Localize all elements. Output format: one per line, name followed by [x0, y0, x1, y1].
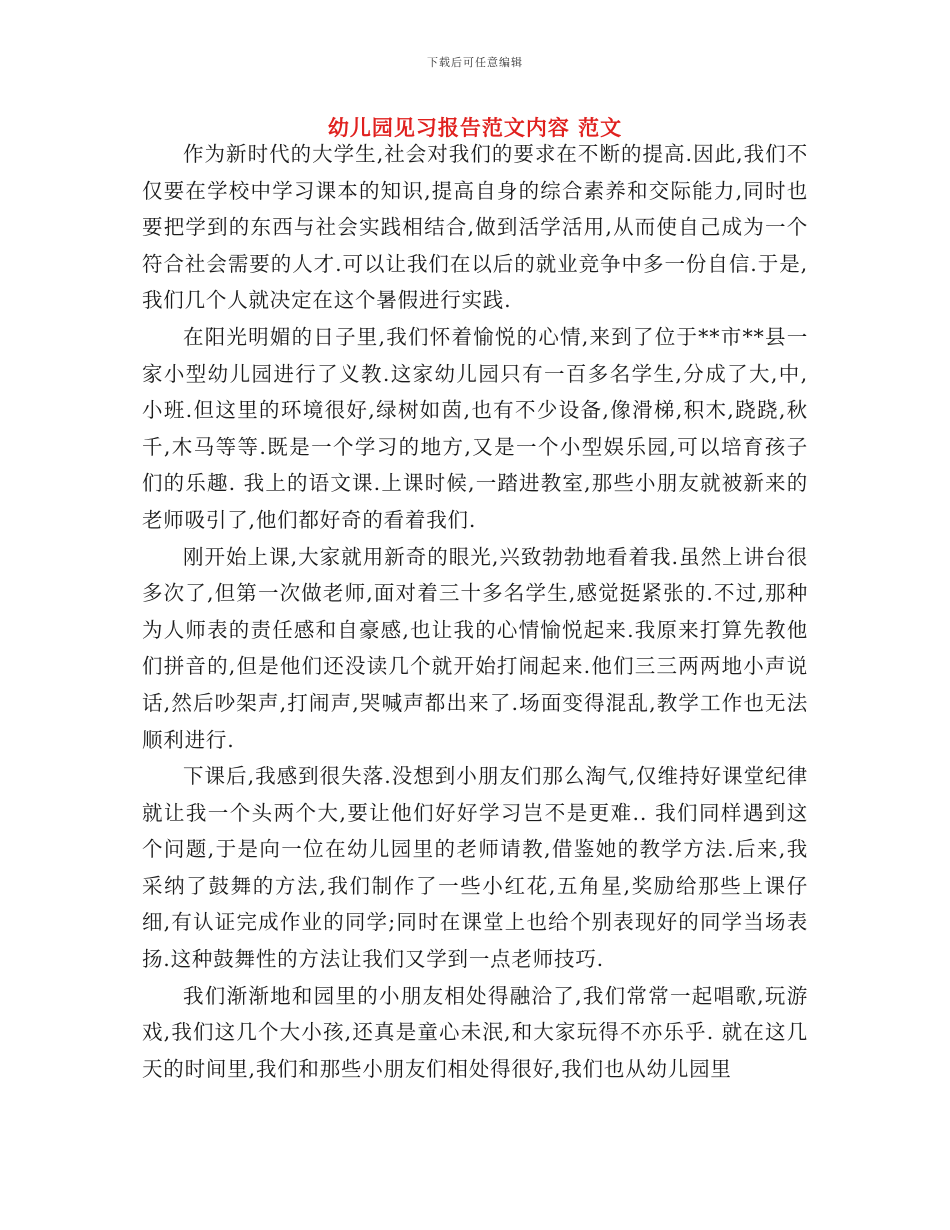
paragraph-4: 下课后,我感到很失落.没想到小朋友们那么淘气,仅维持好课堂纪律就让我一个头两个大,要让他们好好学习岂不是更难.. 我们同样遇到这个问题,于是向一位在幼儿园里的老师请教,借鉴她的教学方法.后来,我采纳了鼓舞的方法,我们制作了一些小红花,五角星,奖励给那些上课仔细,有认证完成作业的同学;同时在课堂上也给个别表现好的同学当场表扬.这种鼓舞性的方法让我们又学到一点老师技巧. — [142, 764, 808, 972]
page-header-note: 下载后可任意编辑 — [427, 56, 523, 69]
paragraph-1: 作为新时代的大学生,社会对我们的要求在不断的提高.因此,我们不仅要在学校中学习课本的知识,提高自身的综合素养和交际能力,同时也要把学到的东西与社会实践相结合,做到活学活用,从而使自己成为一个符合社会需要的人才.可以让我们在以后的就业竞争中多一份自信.于是,我们几个人就决定在这个暑假进行实践. — [142, 142, 808, 313]
paragraph-5: 我们渐渐地和园里的小朋友相处得融洽了,我们常常一起唱歌,玩游戏,我们这几个大小孩,还真是童心未泯,和大家玩得不亦乐乎. 就在这几天的时间里,我们和那些小朋友们相处得很好,我们也从幼儿园里 — [142, 983, 808, 1081]
paragraph-2: 在阳光明媚的日子里,我们怀着愉悦的心情,来到了位于**市**县一家小型幼儿园进行了义教.这家幼儿园只有一百多名学生,分成了大,中,小班.但这里的环境很好,绿树如茵,也有不少设备,像滑梯,积木,跷跷,秋千,木马等等.既是一个学习的地方,又是一个小型娱乐园,可以培育孩子们的乐趣. 我上的语文课.上课时候,一踏进教室,那些小朋友就被新来的老师吸引了,他们都好奇的看着我们. — [142, 324, 808, 532]
paragraph-3: 刚开始上课,大家就用新奇的眼光,兴致勃勃地看着我.虽然上讲台很多次了,但第一次做老师,面对着三十多名学生,感觉挺紧张的.不过,那种为人师表的责任感和自豪感,也让我的心情愉悦起来.我原来打算先教他们拼音的,但是他们还没读几个就开始打闹起来.他们三三两两地小声说话,然后吵架声,打闹声,哭喊声都出来了.场面变得混乱,教学工作也无法顺利进行. — [142, 544, 808, 752]
document-body — [142, 136, 808, 1087]
document-title: 幼儿园见习报告范文内容 范文 — [327, 115, 623, 140]
